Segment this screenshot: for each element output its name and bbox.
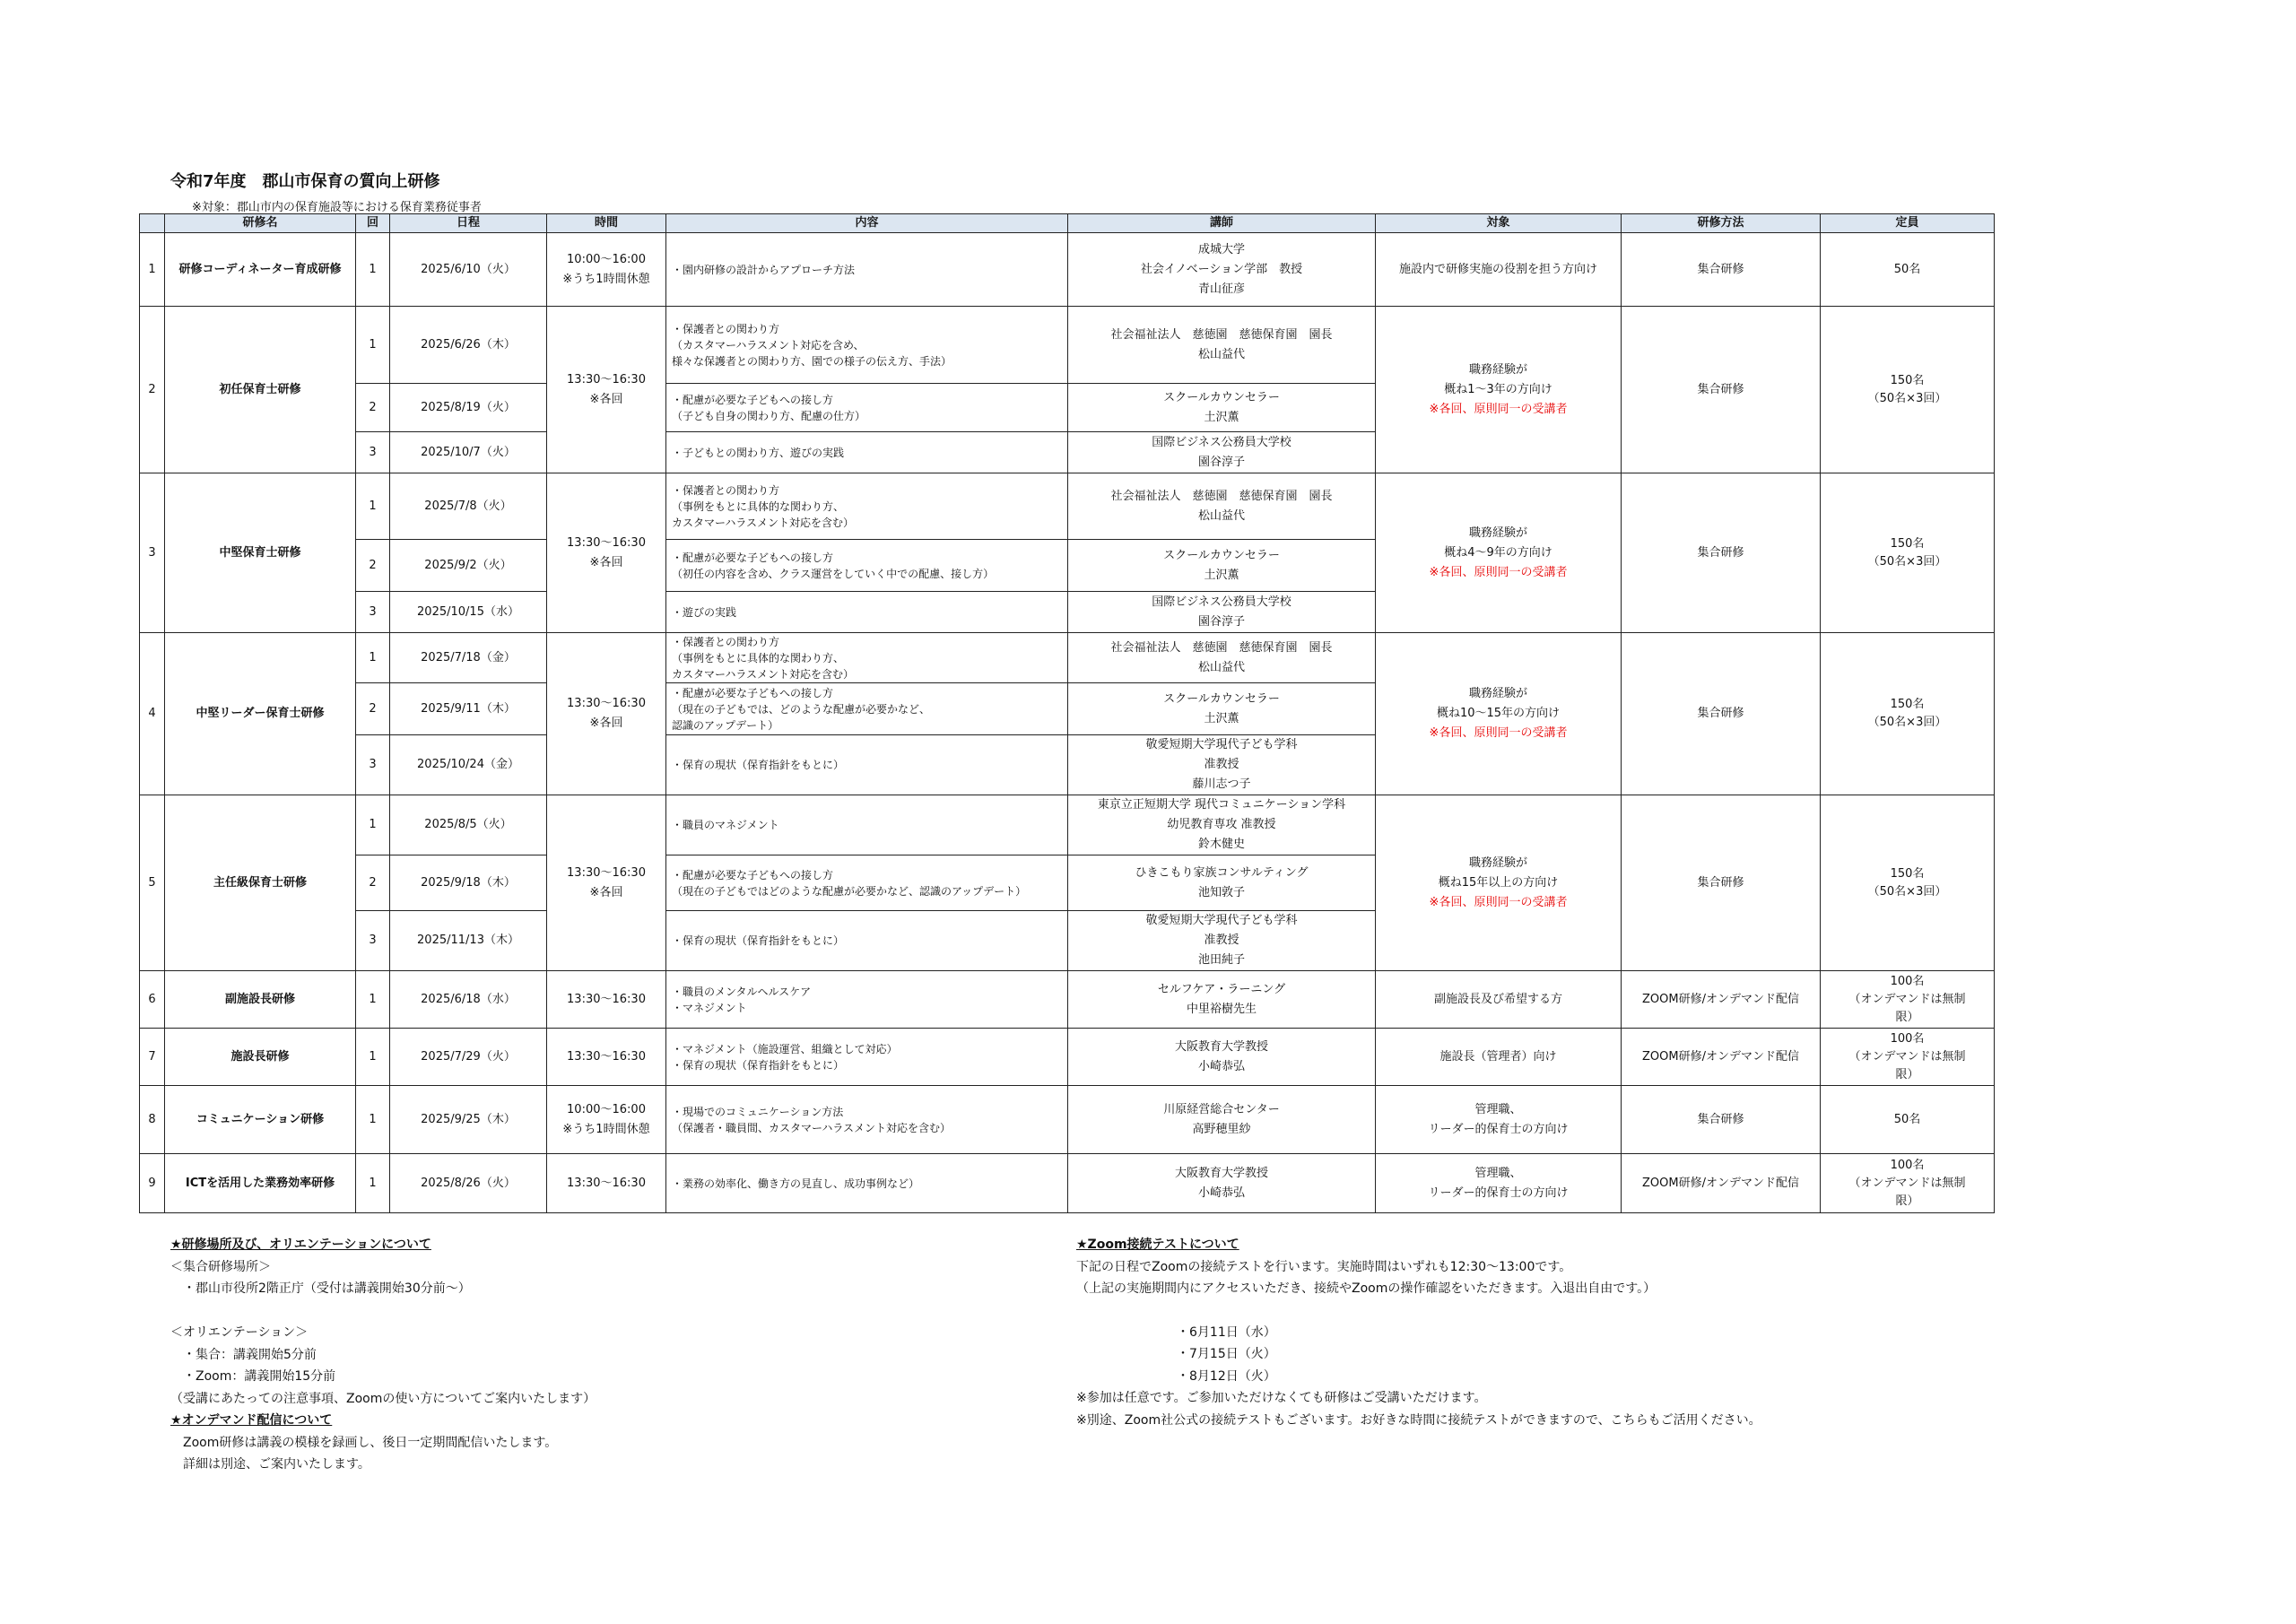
session-number: 1 [356,307,390,384]
ondemand-heading: ★オンデマンド配信について [170,1413,333,1428]
course-number: 9 [140,1154,165,1213]
session-content: ・遊びの実践 [666,592,1068,633]
session-date: 2025/11/13（木） [390,911,547,971]
course-number: 2 [140,307,165,473]
session-number: 1 [356,233,390,307]
session-number: 3 [356,432,390,473]
zoom-footer-note: ※参加は任意です。ご参加いただけなくても研修はご受講いただけます。 [1076,1391,1487,1405]
course-method: 集合研修 [1622,307,1821,473]
session-time: 13:30～16:30 [547,1154,666,1213]
session-number: 2 [356,683,390,735]
session-lecturer: 敬愛短期大学現代子ども学科 准教授 池田純子 [1068,911,1376,971]
session-lecturer: 社会福祉法人 慈徳園 慈徳保育園 園長 松山益代 [1068,307,1376,384]
session-time: 13:30～16:30 ※各回 [547,795,666,971]
target-text: 職務経験が 概ね4～9年の方向け [1444,525,1552,560]
target-note: ※各回、原則同一の受講者 [1429,726,1568,740]
course-target [1376,307,1622,473]
table-row [140,233,1995,307]
header-cell: 時間 [547,214,666,233]
session-content: ・保育の現状（保育指針をもとに） [666,911,1068,971]
session-time: 13:30～16:30 [547,1029,666,1086]
target-text: 施設内で研修実施の役割を担う方向け [1398,262,1597,276]
zoom-test-date: ・7月15日（火） [1177,1347,1276,1361]
course-name: 初任保育士研修 [165,307,356,473]
header-cell: 研修名 [165,214,356,233]
schedule-table [139,213,1995,1213]
target-text: 職務経験が 概ね1～3年の方向け [1444,362,1552,396]
session-date: 2025/7/8（火） [390,473,547,540]
header-cell: 日程 [390,214,547,233]
session-content: ・保護者との関わり方 （事例をもとに具体的な関わり方、 カスタマーハラスメント対応を含む） [666,633,1068,683]
session-lecturer: スクールカウンセラー 土沢薫 [1068,384,1376,432]
session-number: 3 [356,911,390,971]
zoom-test-date: ・6月11日（水） [1177,1324,1276,1340]
venue-body: ＜集合研修場所＞ ・郡山市役所2階正庁（受付は講義開始30分前～） ＜オリエンテーション＞ ・集合：講義開始5分前 ・Zoom：講義開始15分前 （受講にあたっての注意事項、Zoomの使い方についてご案内いたします） [170,1259,596,1406]
session-content: ・配慮が必要な子どもへの接し方 （初任の内容を含め、クラス運営をしていく中での配慮、接し方） [666,540,1068,592]
session-time: 13:30～16:30 ※各回 [547,473,666,633]
header-cell: 研修方法 [1622,214,1821,233]
session-lecturer: 国際ビジネス公務員大学校 園谷淳子 [1068,592,1376,633]
zoom-test-date: ・8月12日（火） [1177,1368,1276,1384]
course-name: ICTを活用した業務効率研修 [165,1154,356,1213]
zoom-test-dates [1076,1322,2063,1388]
table-row [140,1086,1995,1154]
zoom-test-body: 下記の日程でZoomの接続テストを行います。実施時間はいずれも12:30～13:00です。 （上記の実施期間内にアクセスいただき、接続やZoomの操作確認をいただきます。入退出自由です。） [1076,1259,1657,1296]
session-content: ・職員のマネジメント [666,795,1068,855]
course-number: 4 [140,633,165,795]
ondemand-body: Zoom研修は講義の模様を録画し、後日一定期間配信いたします。 詳細は別途、ご案内いたします。 [182,1435,558,1472]
session-time: 10:00～16:00 ※うち1時間休憩 [547,233,666,307]
course-method: ZOOM研修/オンデマンド配信 [1622,1154,1821,1213]
session-number: 1 [356,633,390,683]
course-target [1376,795,1622,971]
course-name: 中堅保育士研修 [165,473,356,633]
header-cell: 講師 [1068,214,1376,233]
session-number: 1 [356,1154,390,1213]
course-capacity: 150名 （50名×3回） [1821,795,1995,971]
session-lecturer: スクールカウンセラー 土沢薫 [1068,540,1376,592]
course-method: ZOOM研修/オンデマンド配信 [1622,971,1821,1029]
course-target [1376,233,1622,307]
target-text: 管理職、 リーダー的保育士の方向け [1428,1166,1569,1200]
course-target [1376,971,1622,1029]
course-capacity: 50名 [1821,1086,1995,1154]
session-lecturer: 東京立正短期大学 現代コミュニケーション学科 幼児教育専攻 准教授 鈴木健史 [1068,795,1376,855]
session-number: 2 [356,540,390,592]
target-text: 職務経験が 概ね10～15年の方向け [1436,687,1561,720]
target-text: 副施設長及び希望する方 [1433,992,1562,1006]
header-cell: 内容 [666,214,1068,233]
session-date: 2025/9/11（木） [390,683,547,735]
session-lecturer: ひきこもり家族コンサルティング 池知敦子 [1068,855,1376,911]
session-lecturer: 敬愛短期大学現代子ども学科 准教授 藤川志つ子 [1068,735,1376,795]
course-number: 7 [140,1029,165,1086]
table-row [140,1154,1995,1213]
course-target [1376,473,1622,633]
target-text: 管理職、 リーダー的保育士の方向け [1428,1102,1569,1136]
course-number: 1 [140,233,165,307]
session-content: ・保護者との関わり方 （事例をもとに具体的な関わり方、 カスタマーハラスメント対応を含む） [666,473,1068,540]
session-number: 2 [356,384,390,432]
course-name: 施設長研修 [165,1029,356,1086]
course-target [1376,633,1622,795]
zoom-footer-note: ※別途、Zoom社公式の接続テストもございます。お好きな時間に接続テストができますので、こちらもご活用ください。 [1076,1412,1761,1428]
session-date: 2025/6/18（水） [390,971,547,1029]
session-time: 13:30～16:30 ※各回 [547,633,666,795]
course-number: 5 [140,795,165,971]
table-row [140,1029,1995,1086]
session-lecturer: 大阪教育大学教授 小崎恭弘 [1068,1029,1376,1086]
page-subtitle: ※対象：郡山市内の保育施設等における保育業務従事者 [192,201,482,214]
notes-right [1076,1234,2063,1431]
header-cell: 定員 [1821,214,1995,233]
course-method: 集合研修 [1622,473,1821,633]
course-capacity: 50名 [1821,233,1995,307]
course-target [1376,1029,1622,1086]
session-time: 13:30～16:30 ※各回 [547,307,666,473]
session-date: 2025/8/5（火） [390,795,547,855]
session-date: 2025/9/2（火） [390,540,547,592]
session-date: 2025/10/15（水） [390,592,547,633]
session-number: 1 [356,1086,390,1154]
header-cell: 回 [356,214,390,233]
course-method: 集合研修 [1622,795,1821,971]
course-capacity: 100名 （オンデマンドは無制 限） [1821,1029,1995,1086]
session-lecturer: スクールカウンセラー 土沢薫 [1068,683,1376,735]
session-lecturer: 川原経営総合センター 高野穂里紗 [1068,1086,1376,1154]
table-row [140,971,1995,1029]
session-content: ・現場でのコミュニケーション方法 （保護者・職員間、カスタマーハラスメント対応を含む） [666,1086,1068,1154]
target-text: 施設長（管理者）向け [1439,1049,1557,1064]
table-header-row [140,214,1995,233]
table-row [140,633,1995,683]
course-method: ZOOM研修/オンデマンド配信 [1622,1029,1821,1086]
table-row [140,473,1995,540]
session-content: ・配慮が必要な子どもへの接し方 （子ども自身の関わり方、配慮の仕方） [666,384,1068,432]
header-cell: 対象 [1376,214,1622,233]
session-date: 2025/9/18（木） [390,855,547,911]
session-lecturer: 成城大学 社会イノベーション学部 教授 青山征彦 [1068,233,1376,307]
session-date: 2025/10/24（金） [390,735,547,795]
target-note: ※各回、原則同一の受講者 [1429,565,1568,579]
target-note: ※各回、原則同一の受講者 [1429,402,1568,416]
session-number: 2 [356,855,390,911]
session-date: 2025/6/10（火） [390,233,547,307]
session-content: ・配慮が必要な子どもへの接し方 （現在の子どもでは、どのような配慮が必要かなど、 認識のアップデート） [666,683,1068,735]
course-number: 6 [140,971,165,1029]
session-date: 2025/6/26（木） [390,307,547,384]
session-number: 1 [356,795,390,855]
session-date: 2025/7/29（火） [390,1029,547,1086]
session-number: 1 [356,971,390,1029]
table-row [140,307,1995,384]
session-content: ・保育の現状（保育指針をもとに） [666,735,1068,795]
course-name: 主任級保育士研修 [165,795,356,971]
session-date: 2025/7/18（金） [390,633,547,683]
table-row [140,795,1995,855]
session-content: ・子どもとの関わり方、遊びの実践 [666,432,1068,473]
course-capacity: 100名 （オンデマンドは無制 限） [1821,1154,1995,1213]
session-lecturer: 大阪教育大学教授 小崎恭弘 [1068,1154,1376,1213]
course-name: 中堅リーダー保育士研修 [165,633,356,795]
session-date: 2025/8/26（火） [390,1154,547,1213]
course-capacity: 150名 （50名×3回） [1821,307,1995,473]
course-capacity: 150名 （50名×3回） [1821,473,1995,633]
course-method: 集合研修 [1622,1086,1821,1154]
course-capacity: 100名 （オンデマンドは無制 限） [1821,971,1995,1029]
course-number: 8 [140,1086,165,1154]
target-text: 職務経験が 概ね15年以上の方向け [1438,855,1559,890]
course-target [1376,1154,1622,1213]
session-content: ・業務の効率化、働き方の見直し、成功事例など） [666,1154,1068,1213]
course-target [1376,1086,1622,1154]
session-date: 2025/10/7（火） [390,432,547,473]
course-name: 研修コーディネーター育成研修 [165,233,356,307]
session-number: 3 [356,735,390,795]
notes-left [170,1234,1067,1476]
zoom-test-heading: ★Zoom接続テストについて [1076,1238,1239,1252]
session-lecturer: 社会福祉法人 慈徳園 慈徳保育園 園長 松山益代 [1068,473,1376,540]
session-time: 13:30～16:30 [547,971,666,1029]
session-date: 2025/8/19（火） [390,384,547,432]
course-capacity: 150名 （50名×3回） [1821,633,1995,795]
session-lecturer: 社会福祉法人 慈徳園 慈徳保育園 園長 松山益代 [1068,633,1376,683]
session-content: ・配慮が必要な子どもへの接し方 （現在の子どもではどのような配慮が必要かなど、認識のアップデート） [666,855,1068,911]
session-content: ・園内研修の設計からアプローチ方法 [666,233,1068,307]
page-title: 令和7年度 郡山市保育の質向上研修 [170,172,440,191]
course-number: 3 [140,473,165,633]
session-content: ・保護者との関わり方 （カスタマーハラスメント対応を含め、 様々な保護者との関わり方、園での様子の伝え方、手法） [666,307,1068,384]
session-lecturer: 国際ビジネス公務員大学校 園谷淳子 [1068,432,1376,473]
venue-heading: ★研修場所及び、オリエンテーションについて [170,1238,431,1252]
session-date: 2025/9/25（木） [390,1086,547,1154]
session-lecturer: セルフケア・ラーニング 中里裕樹先生 [1068,971,1376,1029]
session-number: 1 [356,473,390,540]
course-method: 集合研修 [1622,633,1821,795]
course-name: コミュニケーション研修 [165,1086,356,1154]
course-method: 集合研修 [1622,233,1821,307]
target-note: ※各回、原則同一の受講者 [1429,895,1568,909]
session-time: 10:00～16:00 ※うち1時間休憩 [547,1086,666,1154]
session-content: ・職員のメンタルヘルスケア ・マネジメント [666,971,1068,1029]
course-name: 副施設長研修 [165,971,356,1029]
session-content: ・マネジメント（施設運営、組織として対応） ・保育の現状（保育指針をもとに） [666,1029,1068,1086]
session-number: 1 [356,1029,390,1086]
session-number: 3 [356,592,390,633]
